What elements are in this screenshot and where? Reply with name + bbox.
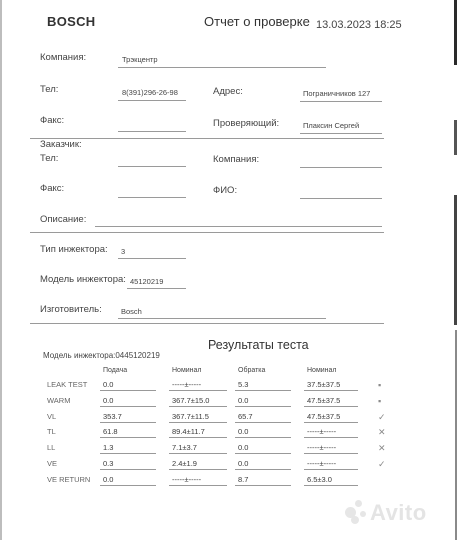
address-label: Адрес: [213,86,243,97]
cell-return: 0.0 [238,443,249,452]
injector-type-value: 3 [121,247,126,256]
cell-supply: 0.3 [103,459,114,468]
cell-underline [100,485,156,486]
cell-underline [100,422,156,423]
status-icon: ✕ [378,443,386,453]
cell-return: 0.0 [238,396,249,405]
customer-section-label: Заказчик: [40,139,82,150]
cell-underline [304,422,358,423]
cell-underline [100,406,156,407]
cell-nominal: 367.7±15.0 [172,396,210,405]
row-label: VE [47,459,58,468]
row-label: VE RETURN [47,475,91,484]
inspector-value: Плаксин Сергей [303,121,360,130]
cell-supply: 1.3 [103,443,114,452]
inspector-underline [300,133,382,134]
cell-underline [100,390,156,391]
cell-underline [235,453,291,454]
customer-company-label: Компания: [213,154,260,165]
cell-nominal-return: -----±----- [307,459,337,468]
cell-underline [304,406,358,407]
section-divider [30,232,384,233]
cell-nominal: -----±----- [172,380,202,389]
cell-underline [304,469,358,470]
row-label: LL [47,443,56,452]
col-header-supply: Подача [103,367,128,374]
status-icon: ✕ [378,427,386,437]
inspector-label: Проверяющий: [213,118,280,129]
phone-underline [118,100,186,101]
cell-underline [169,437,227,438]
injector-model-value: 45120219 [130,277,164,286]
status-icon: ▪ [378,380,382,390]
status-icon: ▪ [378,396,382,406]
cell-underline [304,485,358,486]
injector-maker-value: Bosch [121,307,142,316]
cell-underline [235,422,291,423]
avito-logo-text: Avito [370,500,427,525]
section-divider [30,323,384,324]
customer-name-label: ФИО: [213,185,238,196]
cell-underline [100,453,156,454]
cell-underline [235,406,291,407]
cell-return: 0.0 [238,427,249,436]
cell-underline [235,485,291,486]
status-icon: ✓ [378,459,386,469]
cell-nominal-return: 6.5±3.0 [307,475,332,484]
row-label: WARM [47,396,71,405]
cell-underline [169,453,227,454]
cell-underline [100,437,156,438]
cell-supply: 353.7 [103,412,122,421]
injector-maker-underline [118,318,326,319]
status-icon: ✓ [378,412,386,422]
cell-underline [304,437,358,438]
phone-label: Тел: [40,84,59,95]
row-label: TL [47,427,56,436]
cell-nominal-return: -----±----- [307,443,337,452]
cell-supply: 61.8 [103,427,118,436]
cell-underline [169,469,227,470]
cell-nominal-return: 47.5±37.5 [307,396,341,405]
cell-underline [169,485,227,486]
col-header-nominal: Номинал [172,367,202,374]
description-underline [95,226,382,227]
cell-supply: 0.0 [103,396,114,405]
address-underline [300,101,382,102]
cell-return: 8.7 [238,475,249,484]
injector-type-label: Тип инжектора: [40,244,108,255]
report-datetime: 13.03.2023 18:25 [316,19,402,31]
cell-nominal: 2.4±1.9 [172,459,197,468]
brand-logo: BOSCH [47,14,96,29]
cell-return: 5.3 [238,380,249,389]
results-model-line: Модель инжектора:0445120219 [43,351,160,360]
phone-value: 8(391)296-26-98 [122,88,178,97]
col-header-nominal-return: Номинал [307,367,337,374]
cell-nominal: 367.7±11.5 [172,412,209,421]
cell-underline [169,422,227,423]
row-label: LEAK TEST [47,380,88,389]
section-divider [30,138,384,139]
customer-phone-underline [118,166,186,167]
cell-underline [169,390,227,391]
page-title: Отчет о проверке [204,14,310,29]
cell-supply: 0.0 [103,380,114,389]
cell-nominal-return: -----±----- [307,427,337,436]
injector-type-underline [118,258,186,259]
fax-underline [118,131,186,132]
cell-return: 65.7 [238,412,253,421]
customer-company-underline [300,167,382,168]
address-value: Пограничников 127 [303,89,371,98]
company-underline [118,67,326,68]
results-title: Результаты теста [208,338,309,352]
cell-nominal: 89.4±11.7 [172,427,205,436]
col-header-return: Обратка [238,367,266,374]
injector-maker-label: Изготовитель: [40,304,102,315]
cell-nominal-return: 37.5±37.5 [307,380,341,389]
cell-underline [235,469,291,470]
cell-underline [304,453,358,454]
scan-edge-artifact [0,0,2,540]
description-label: Описание: [40,214,87,225]
cell-nominal-return: 47.5±37.5 [307,412,341,421]
customer-fax-label: Факс: [40,183,65,194]
customer-fax-underline [118,197,186,198]
cell-underline [235,437,291,438]
cell-nominal: 7.1±3.7 [172,443,197,452]
injector-model-label: Модель инжектора: [40,274,126,285]
cell-underline [100,469,156,470]
cell-underline [304,390,358,391]
fax-label: Факс: [40,115,65,126]
customer-name-underline [300,198,382,199]
company-value: Трэкцентр [122,55,158,64]
injector-model-underline [127,288,186,289]
cell-supply: 0.0 [103,475,114,484]
cell-nominal: -----±----- [172,475,202,484]
customer-phone-label: Тел: [40,153,59,164]
company-label: Компания: [40,52,87,63]
cell-return: 0.0 [238,459,249,468]
cell-underline [169,406,227,407]
cell-underline [235,390,291,391]
row-label: VL [47,412,57,421]
